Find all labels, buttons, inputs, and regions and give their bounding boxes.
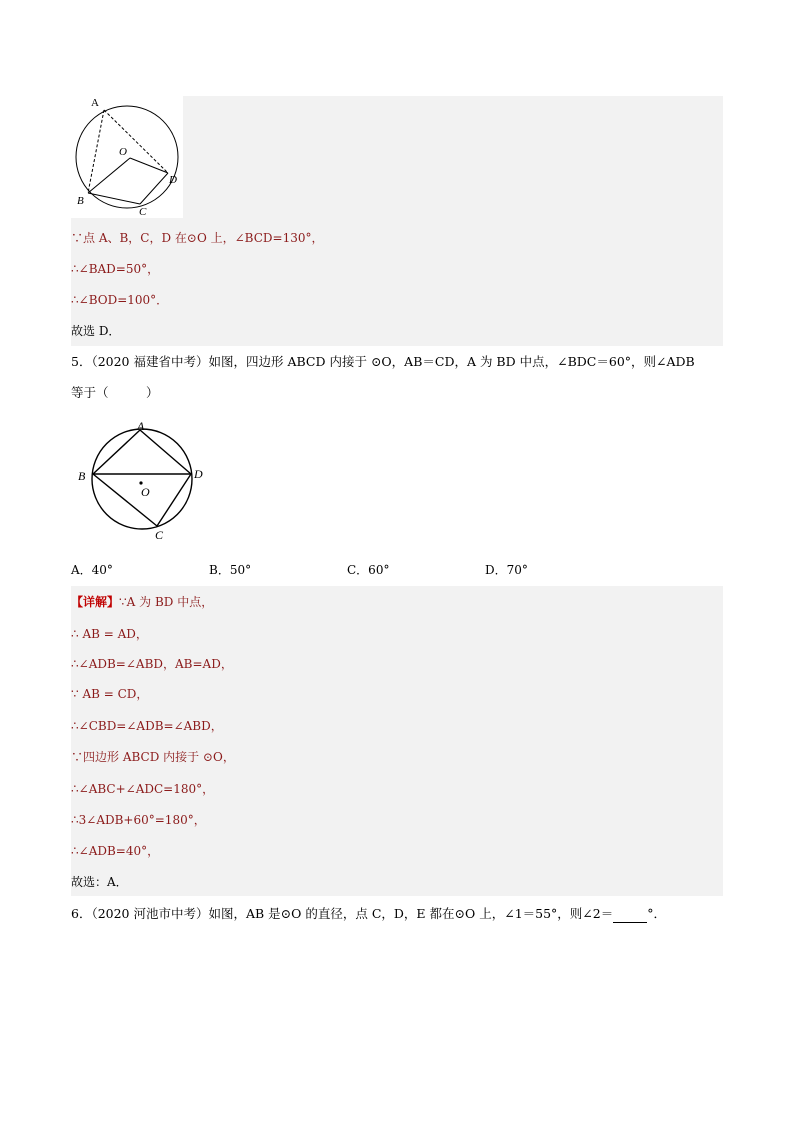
label-C: C bbox=[139, 206, 147, 218]
solution4-line2: ∴∠BAD=50°， bbox=[71, 262, 160, 276]
figure-circle-q4 bbox=[71, 96, 183, 218]
solution5-line3: ∴∠ADB=∠ABD，AB=AD， bbox=[71, 657, 233, 671]
solution5-line7: ∴∠ABC+∠ADC=180°， bbox=[71, 782, 215, 796]
option-b: B．50° bbox=[209, 563, 252, 577]
solution5-line9: ∴∠ADB=40°， bbox=[71, 844, 160, 858]
figure-circle-q5 bbox=[74, 416, 214, 546]
solution5-line1-text: ∵A 为 BD 中点， bbox=[119, 595, 214, 609]
option-d: D．70° bbox=[485, 563, 528, 577]
solution5-line2: ∴ AB = AD， bbox=[71, 627, 148, 641]
label-C: C bbox=[155, 528, 164, 542]
option-a: A．40° bbox=[71, 563, 113, 577]
figure-q5-svg bbox=[74, 416, 214, 546]
label-D: D bbox=[194, 467, 203, 481]
question6-suffix: °． bbox=[647, 906, 666, 921]
solution4-line4: 故选 D． bbox=[71, 324, 121, 338]
solution5-line6: ∵四边形 ABCD 内接于 ⊙O， bbox=[71, 750, 235, 764]
label-A: A bbox=[137, 419, 145, 433]
solution4-line3: ∴∠BOD=100°． bbox=[71, 293, 169, 307]
solution5-line5: ∴∠CBD=∠ADB=∠ABD， bbox=[71, 719, 223, 733]
question5-line2: 等于（ ） bbox=[71, 385, 159, 400]
label-O: O bbox=[119, 146, 127, 158]
solution5-line4: ∵ AB = CD， bbox=[71, 687, 149, 701]
question6-text: 6．（2020 河池市中考）如图，AB 是⊙O 的直径，点 C，D，E 都在⊙O 上，∠1＝55°，则∠2＝ bbox=[71, 906, 614, 921]
solution5-line10: 故选：A． bbox=[71, 875, 128, 889]
solution5-line8: ∴3∠ADB+60°=180°， bbox=[71, 813, 206, 827]
question5-line1: 5．（2020 福建省中考）如图，四边形 ABCD 内接于 ⊙O，AB＝CD，A 为 BD 中点，∠BDC＝60°，则∠ADB bbox=[71, 354, 695, 369]
label-B: B bbox=[77, 195, 84, 207]
option-c: C．60° bbox=[347, 563, 390, 577]
solution4-line1: ∵点 A、B，C，D 在⊙O 上，∠BCD=130°， bbox=[71, 231, 324, 245]
label-B: B bbox=[78, 469, 86, 483]
question6-line bbox=[71, 905, 666, 923]
label-A: A bbox=[91, 97, 99, 109]
answer-blank bbox=[613, 910, 647, 923]
solution5-line1 bbox=[71, 594, 213, 610]
figure-q4-svg bbox=[71, 96, 183, 218]
label-D: D bbox=[169, 174, 177, 186]
solution-panel-q5 bbox=[71, 586, 723, 896]
label-O: O bbox=[141, 485, 150, 499]
detail-tag: 【详解】 bbox=[71, 595, 120, 609]
